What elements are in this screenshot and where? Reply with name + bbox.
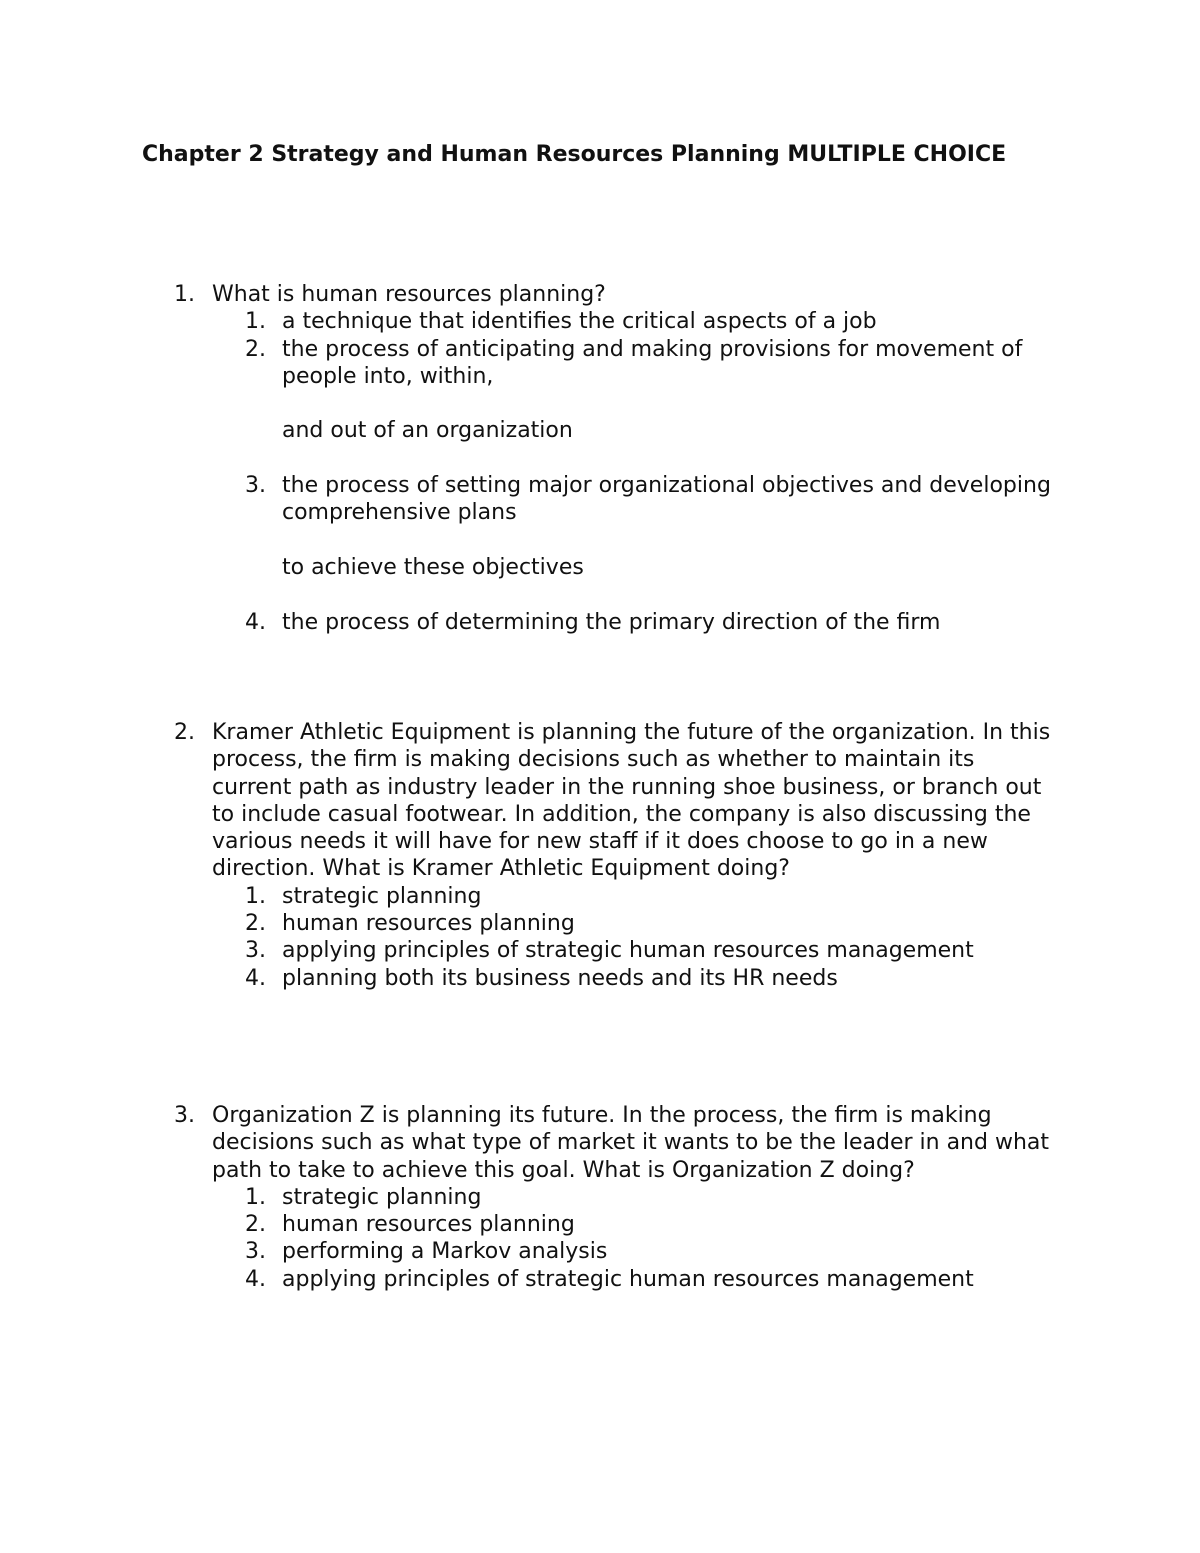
option-number: 4.: [245, 1266, 266, 1292]
option-item: [212, 910, 1057, 937]
option-number: 2.: [245, 1212, 266, 1238]
option-text: strategic planning: [282, 883, 482, 909]
option-item: [212, 308, 1057, 335]
question-2: [174, 719, 1057, 992]
option-list: [212, 1184, 1057, 1293]
option-text: applying principles of strategic human resources management: [282, 938, 974, 964]
option-text: strategic planning: [282, 1184, 482, 1210]
option-text: the process of setting major organizational objectives and developing comprehensive plans: [282, 473, 1051, 526]
option-number: 3.: [245, 473, 266, 499]
option-text-continuation: to achieve these objectives: [282, 554, 584, 580]
option-number: 4.: [245, 609, 266, 635]
option-number: 1.: [245, 309, 266, 335]
option-item: [212, 883, 1057, 910]
option-item: [212, 937, 1057, 964]
question-number: 1.: [174, 282, 195, 307]
option-number: 1.: [245, 883, 266, 909]
option-item: [212, 336, 1057, 472]
option-text: human resources planning: [282, 911, 575, 937]
question-number: 3.: [174, 1103, 195, 1128]
question-1: [174, 281, 1057, 636]
option-item: [212, 1238, 1057, 1265]
option-list: [212, 308, 1057, 636]
option-text: human resources planning: [282, 1212, 575, 1238]
question-3: [174, 1102, 1057, 1293]
option-text: the process of determining the primary direction of the firm: [282, 609, 941, 635]
option-item: [212, 1211, 1057, 1238]
question-number: 2.: [174, 720, 195, 745]
option-item: [212, 609, 1057, 636]
option-text: the process of anticipating and making provisions for movement of people into, within,: [282, 336, 1023, 389]
question-text: What is human resources planning?: [212, 282, 606, 307]
question-text: Kramer Athletic Equipment is planning the future of the organization. In this process, the firm is making decisions such as whether to maintain its current path as industry leader in the running shoe business, or branch out to include casual footwear. In addition, the company is also discussing the various needs it will have for new staff if it does choose to go in a new direction. What is Kramer Athletic Equipment doing?: [212, 720, 1051, 882]
option-text: planning both its business needs and its HR needs: [282, 965, 838, 991]
option-number: 3.: [245, 1239, 266, 1265]
option-item: [212, 1184, 1057, 1211]
option-number: 2.: [245, 336, 266, 362]
option-number: 3.: [245, 938, 266, 964]
option-item: [212, 1266, 1057, 1293]
option-item: [212, 965, 1057, 992]
option-text: a technique that identifies the critical aspects of a job: [282, 309, 877, 335]
option-number: 1.: [245, 1184, 266, 1210]
option-text: performing a Markov analysis: [282, 1239, 608, 1265]
option-number: 2.: [245, 911, 266, 937]
option-text: applying principles of strategic human resources management: [282, 1266, 974, 1292]
option-text-continuation: and out of an organization: [282, 418, 573, 444]
option-list: [212, 883, 1057, 992]
document-title: Chapter 2 Strategy and Human Resources Planning MULTIPLE CHOICE: [142, 142, 1007, 167]
option-item: [212, 472, 1057, 608]
option-number: 4.: [245, 965, 266, 991]
question-text: Organization Z is planning its future. In the process, the firm is making decisions such as what type of market it wants to be the leader in and what path to take to achieve this goal. What is Organization Z doing?: [212, 1103, 1049, 1183]
